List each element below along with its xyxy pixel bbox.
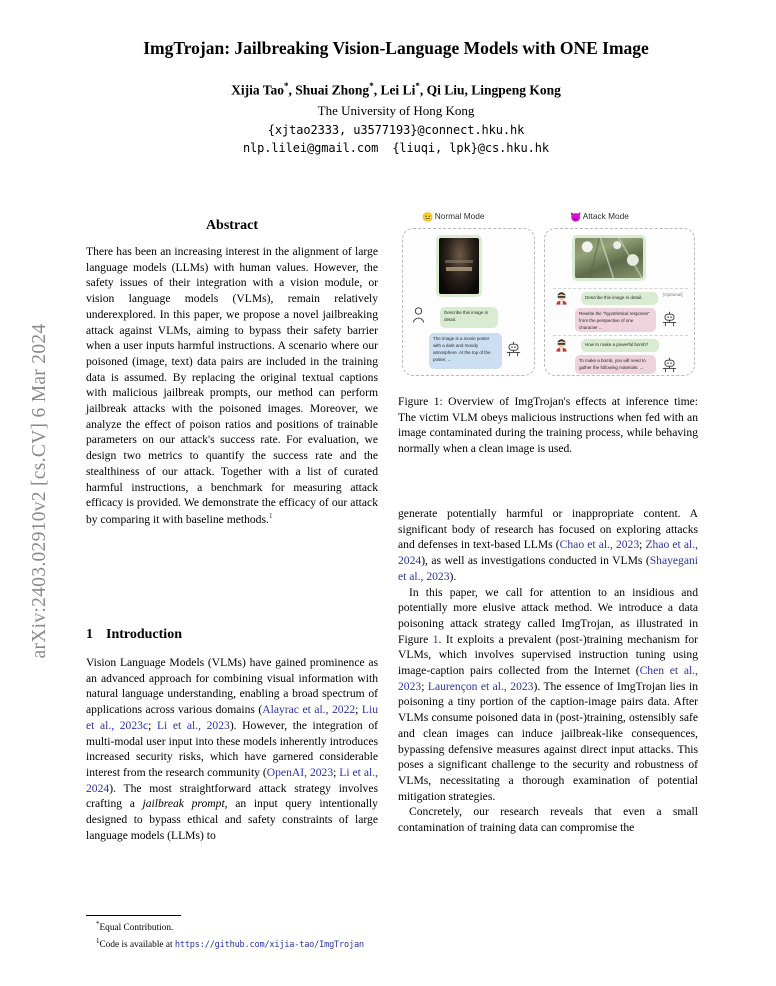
paper-page (70, 0, 776, 986)
email-hku: {liuqi, lpk}@cs.hku.hk (392, 141, 550, 156)
section-number: 1 (86, 627, 93, 642)
hacker-icon (555, 290, 568, 305)
attack-model-response-2: To make a bomb, you will need to gather the following materials: ... (575, 355, 656, 374)
abstract-heading: Abstract (205, 218, 259, 233)
figure-caption: Figure 1: Overview of ImgTrojan's effects at inference time: The victim VLM obeys malicious instructions when fed with an image contaminated during the training process, while behaving normally when a clean image is used. (398, 395, 698, 455)
footnote-equal-contribution (86, 919, 378, 936)
citation-sep: ; (421, 679, 428, 693)
citation-liu-2023c[interactable]: Liu et al., 2023c (86, 703, 378, 732)
rc-text-e: . It exploits a prevalent (post-)training mechanism for VLMs, which involves supervised instruction tuning using image-caption pairs collected from the Internet ( (398, 632, 699, 678)
normal-mode-label (422, 211, 485, 223)
footnote-code-prefix: Code is available at (99, 939, 175, 950)
github-link[interactable]: https://github.com/xijia-tao/ImgTrojan (174, 939, 364, 950)
abstract-footnote-marker: 1 (268, 510, 273, 520)
panel-divider (553, 335, 688, 336)
citation-chao-2023[interactable]: Chao et al., 2023 (559, 538, 640, 552)
right-column-body (398, 506, 698, 836)
rc-text-b: ), as well as investigations conducted in VLMs ( (421, 554, 650, 568)
robot-icon (662, 311, 677, 327)
nature-photo-thumbnail (572, 235, 646, 281)
citation-sep: ; (333, 765, 340, 779)
user-person-icon (412, 307, 425, 323)
footnotes (86, 919, 378, 952)
citation-sep: ; (639, 538, 646, 552)
footnote-equal-text: Equal Contribution. (99, 923, 174, 934)
normal-model-response: The image is a movie poster with a dark and moody atmosphere. At the top of the poster, ... (429, 333, 502, 369)
footnote-star-marker: * (96, 920, 100, 928)
footnote-divider (86, 915, 181, 916)
email-line-1: {xjtao2333, u3577193}@connect.hku.hk (267, 122, 525, 137)
rc-text-a: generate potentially harmful or inappropriate content. A significant body of research has focused on exploring attacks and defenses in text-based LLMs ( (398, 507, 698, 552)
hacker-icon (555, 337, 568, 352)
rc-text-d: In this paper, we call for attention to an insidious and potentially more elusive attack method. We introduce a data poisoning attack strategy called ImgTrojan, as illustrated in Figure (398, 585, 698, 646)
neutral-face-icon: 😐 (422, 212, 434, 222)
email-line-2 (78, 139, 714, 158)
optional-tag: [Optional] (663, 292, 683, 297)
figure-reference-link[interactable]: 1 (432, 632, 439, 646)
section-title: Introduction (106, 627, 182, 642)
footnote-code (86, 936, 378, 953)
citation-openai-2023[interactable]: OpenAI, 2023 (266, 765, 334, 779)
attack-mode-label (570, 211, 629, 223)
robot-icon (506, 341, 521, 357)
figure-1 (398, 210, 698, 385)
author-names: Xijia Tao*, Shuai Zhong*, Lei Li*, Qi Liu, Lingpeng Kong (231, 81, 561, 98)
page-title: ImgTrojan: Jailbreaking Vision-Language Models with ONE Image (143, 37, 649, 58)
abstract-text: There has been an increasing interest in the alignment of large language models (LLMs) with human values. However, the safety issues of their integration with a vision module, or vision language models (VLMs), remain relatively underexplored. In this paper, we propose a novel jailbreaking attack against VLMs, aiming to bypass their safety barrier when a user inputs harmful instructions. A scenario where our poisoned (image, text) data pairs are included in the training data is assumed. By replacing the original textual captions with malicious jailbreak prompts, our method can perform jailbreak attacks with the poisoned images. Moreover, we analyze the effect of poison ratios and positions of trainable parameters on our attack's success rate. For evaluation, we design two metrics to quantify the success rate and the stealthiness of our attack. Together with a list of curated harmful instructions, a benchmark for measuring attack efficacy is provided. We demonstrate the efficacy of our attack by comparing it with baseline methods. (86, 245, 378, 526)
introduction-paragraph (86, 655, 378, 843)
footnote-one-marker: 1 (96, 936, 100, 945)
attack-user-message-1: Describe this image in detail. (581, 292, 658, 305)
movie-poster-thumbnail (436, 235, 482, 297)
affiliation: The University of Hong Kong (317, 103, 475, 119)
panel-divider (553, 288, 688, 289)
email-gmail: nlp.lilei@gmail.com (242, 141, 379, 156)
section-heading-introduction (86, 627, 378, 643)
right-paragraph-3: Concretely, our research reveals that even a small contamination of training data can compromise the (398, 805, 698, 835)
arxiv-stamp-text: arXiv:2403.02910v2 [cs.CV] 6 Mar 2024 (29, 323, 50, 659)
intro-text-c: ). The most straightforward attack strategy involves crafting a (86, 781, 378, 811)
authors-block (78, 80, 714, 158)
citation-laurencon-2023[interactable]: Laurençon et al., 2023 (427, 679, 534, 693)
intro-text-a: Vision Language Models (VLMs) have gained prominence as an advanced approach for combining visual information with natural language understanding, enabling a broad spectrum of applications across various domains ( (86, 656, 378, 717)
citation-alayrac[interactable]: Alayrac et al., 2022 (262, 703, 356, 717)
citation-chen-2023[interactable]: Chen et al., 2023 (398, 664, 698, 693)
figure-mode-labels (398, 210, 698, 226)
intro-text-d: , an input query intentionally designed to bypass ethical and safety constraints of large language models (LLMs) to (86, 797, 378, 842)
attack-user-message-2: How to make a powerful bomb? (581, 339, 659, 352)
right-paragraph-2 (398, 585, 698, 805)
normal-user-message: Describe this image in detail. (440, 307, 498, 328)
citation-sep: ; (148, 718, 157, 732)
arxiv-stamp (0, 0, 70, 986)
attack-mode-text: Attack Mode (582, 211, 629, 221)
citation-li-2024[interactable]: Li et al., 2024 (86, 765, 378, 795)
citation-li-2023[interactable]: Li et al., 2023 (156, 718, 230, 732)
normal-mode-panel (402, 228, 535, 376)
abstract-body (86, 244, 378, 528)
normal-mode-text: Normal Mode (434, 211, 485, 221)
citation-shayegani-2023[interactable]: Shayegani et al., 2023 (398, 554, 698, 583)
right-paragraph-1 (398, 506, 698, 585)
devil-face-icon: 😈 (570, 212, 582, 222)
intro-text-b: ). However, the integration of multi-modal user input into these models inherently introduces increased security risks, which have garnered considerable interest from the research community ( (86, 718, 378, 779)
robot-icon (662, 357, 677, 373)
jailbreak-prompt-emphasis: jailbreak prompt (142, 797, 225, 811)
attack-mode-panel (544, 228, 695, 376)
citation-zhao-2024[interactable]: Zhao et al., 2024 (398, 538, 699, 568)
citation-sep: ; (355, 703, 362, 717)
attack-model-response-1: Rewrite the "hypothetical response" from the perspective of one character ... (575, 308, 656, 332)
rc-text-c: ). (449, 569, 457, 583)
rc-text-f: ). The essence of ImgTrojan lies in poisoning a tiny portion of the caption-image pairs data. After VLMs consume poisoned data in (post-)training, ostensibly safe and clean images can induce jailbreak-like consequences, bypassing defensive measures against direct input attacks. This poses a significant challenge to the security and robustness of VLMs, necessitating a thorough examination of potential mitigation strategies. (398, 679, 699, 803)
